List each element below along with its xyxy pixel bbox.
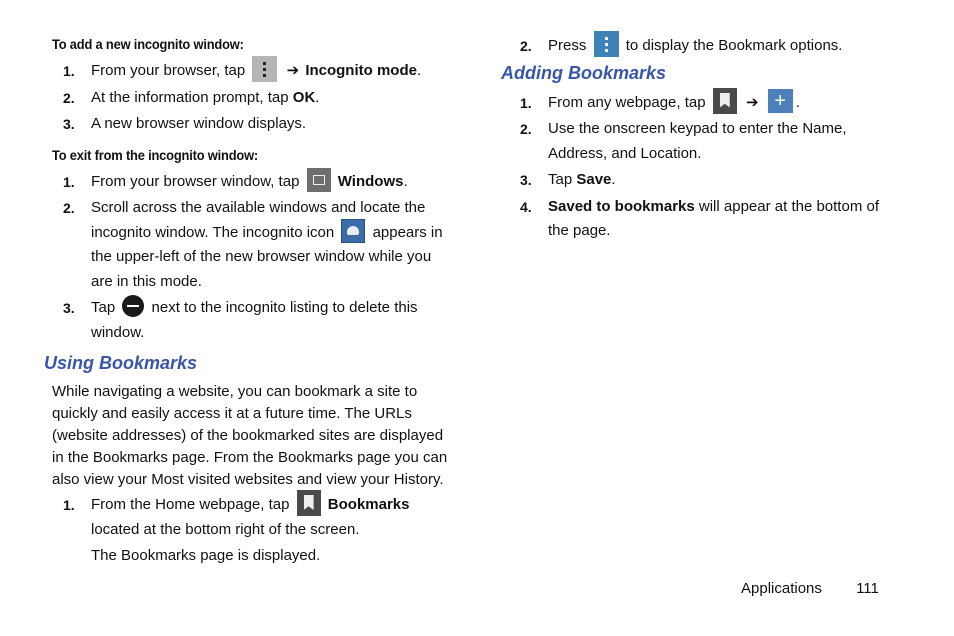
step-text-end: appears in the upper-left of the new browser window while you are in this mode.	[91, 223, 443, 290]
step-text: From any webpage, tap	[548, 93, 706, 111]
step-text-end: located at the bottom right of the screen.	[91, 520, 360, 538]
add-step-2	[52, 86, 452, 111]
bookmark-icon	[713, 88, 737, 114]
page-footer	[741, 578, 879, 600]
left-column	[44, 34, 452, 568]
using-note: The Bookmarks page is displayed.	[91, 547, 321, 564]
step-number: 4.	[520, 198, 532, 215]
step-text-end: to display the Bookmark options.	[625, 37, 843, 54]
adding-step-2	[509, 117, 899, 166]
right-column	[501, 34, 899, 246]
using-step-1	[52, 493, 452, 542]
step-number: 3.	[520, 172, 532, 188]
step-number: 2.	[520, 38, 532, 54]
windows-icon	[307, 168, 331, 192]
step-text: From your browser window, tap	[91, 172, 300, 190]
minus-circle-icon	[122, 295, 144, 317]
add-step-3	[52, 112, 452, 137]
step-text-end: next to the incognito listing to delete this window.	[91, 299, 418, 341]
step-text: Tap	[91, 299, 116, 316]
step-text-end: .	[611, 171, 616, 188]
step-text-end: .	[315, 88, 320, 106]
step-bold-text: Save	[576, 171, 612, 188]
step-number: 1.	[520, 94, 532, 111]
step-text-end: .	[795, 93, 800, 111]
adding-step-3	[509, 168, 899, 193]
using-bookmarks-heading: Using Bookmarks	[44, 353, 198, 373]
step-bold-text: Bookmarks	[327, 496, 410, 513]
exit-step-1	[52, 170, 452, 195]
using-bookmarks-paragraph: While navigating a website, you can bookmark a site to quickly and easily access it at a future time. The URLs (website addresses) of the bookmarked sites are displayed in the Bookmarks page. From the Bookmarks page you can also view your Most visited websites and view your History.	[52, 383, 448, 488]
menu-dots-icon	[252, 56, 277, 82]
page-number: 111	[856, 580, 879, 597]
step-text: Press	[548, 37, 587, 54]
incognito-exit-heading: To exit from the incognito window:	[52, 146, 259, 163]
step-bold-text: OK	[292, 88, 316, 106]
step-number: 1.	[63, 173, 75, 190]
bookmark-options-step	[509, 34, 899, 59]
step-text: Tap	[548, 171, 573, 188]
step-text-end: .	[403, 172, 408, 190]
add-step-1	[52, 59, 452, 84]
step-text: From your browser, tap	[91, 62, 246, 79]
step-text: Scroll across the available windows and locate the incognito window. The incognito icon	[91, 199, 426, 241]
step-text: Use the onscreen keypad to enter the Name, Address, and Location.	[548, 120, 847, 162]
exit-step-2	[52, 196, 452, 294]
step-bold-text: Saved to bookmarks	[548, 197, 695, 215]
step-number: 1.	[63, 63, 75, 79]
adding-step-4	[509, 195, 899, 244]
arrow-icon: ➔	[745, 93, 759, 111]
step-number: 2.	[520, 121, 532, 137]
incognito-add-heading: To add a new incognito window:	[52, 36, 244, 52]
step-bold-text: Incognito mode	[305, 62, 417, 79]
step-number: 1.	[63, 497, 75, 513]
step-number: 3.	[63, 116, 75, 132]
step-text-end: will appear at the bottom of the page.	[548, 197, 879, 239]
adding-step-1	[509, 91, 899, 116]
step-number: 2.	[63, 200, 75, 216]
step-number: 2.	[63, 89, 75, 106]
adding-bookmarks-heading: Adding Bookmarks	[501, 62, 667, 83]
exit-step-3	[52, 296, 452, 345]
step-text-end: .	[416, 62, 422, 79]
arrow-icon: ➔	[286, 62, 300, 79]
step-number: 3.	[63, 300, 75, 316]
step-text: At the information prompt, tap	[91, 88, 289, 106]
incognito-icon	[341, 219, 365, 243]
step-text: A new browser window displays.	[91, 115, 307, 132]
plus-icon: +	[768, 89, 793, 113]
bookmark-icon	[297, 490, 321, 516]
footer-section: Applications	[741, 580, 822, 597]
menu-dots-icon	[594, 31, 619, 57]
step-text: From the Home webpage, tap	[91, 496, 290, 513]
step-bold-text: Windows	[337, 172, 404, 190]
